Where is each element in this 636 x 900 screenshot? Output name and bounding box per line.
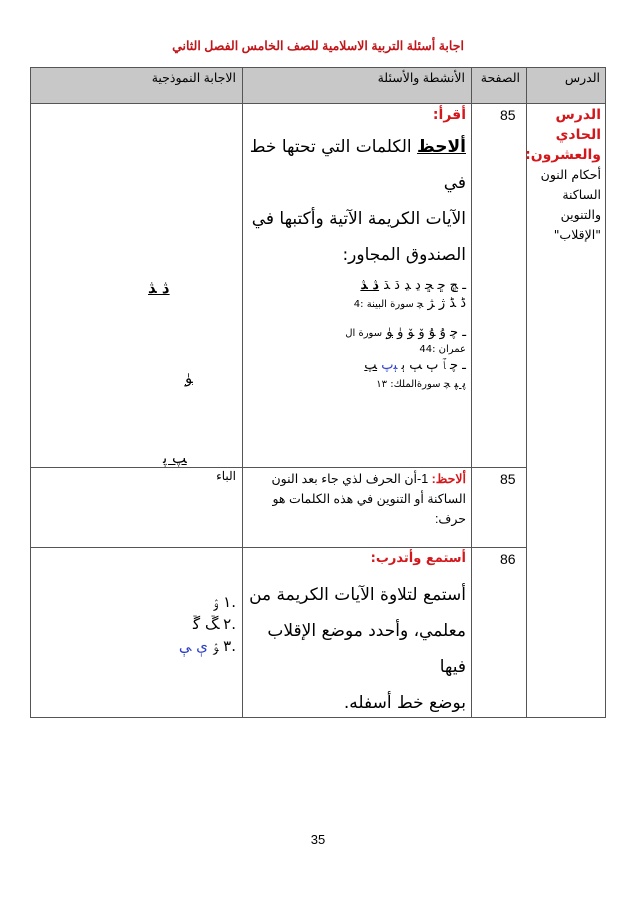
header-lesson: الدرس	[526, 67, 606, 103]
row3-page-number: 86	[500, 551, 516, 567]
lesson-body-1: أحكام النون	[540, 167, 601, 182]
row3-answer-3-num: .٣	[223, 637, 236, 655]
verse-3-underlined: ﭗ	[364, 358, 378, 373]
verse-2-ref2: عمران :44	[419, 344, 466, 355]
row3-heading: أستمع وأتدرب:	[370, 551, 466, 566]
column-divider-answer	[242, 67, 243, 718]
row3-answer-1-num: .١	[223, 593, 236, 611]
row-divider-2	[30, 547, 526, 548]
row1-observe-word: ألاحظ	[417, 137, 466, 157]
row1-activity	[246, 105, 466, 394]
lesson-cell	[525, 105, 601, 245]
row3-answer-2	[130, 613, 236, 635]
row2-line3: حرف:	[434, 512, 466, 526]
lesson-body-3: والتنوين	[560, 207, 601, 222]
row1-line1	[246, 129, 466, 201]
verse-2	[246, 324, 466, 343]
verse-1-cont-glyphs: ﮈ ﮉ ﮊ ﮋ	[427, 296, 466, 311]
answers-table	[30, 67, 606, 718]
verse-1-ref: ﭽ سورة البينة :4	[353, 299, 424, 310]
row2-answer: الباء	[216, 469, 236, 483]
row3-line2: معلمي، وأحدد موضع الإقلاب فيها	[267, 621, 466, 677]
row2-line1-text: 1-أن الحرف لذي جاء بعد النون	[271, 472, 432, 486]
header-page: الصفحة	[471, 67, 526, 103]
row1-line3: الصندوق المجاور:	[342, 245, 466, 265]
header-answer: الاجابة النموذجية	[30, 67, 242, 103]
verse-1-glyphs: ـ ﭿ ﮀ ﮁ ﮂ ﮃ ﮄ ﮅ	[383, 278, 466, 293]
verse-2-ref: سورة ال	[345, 328, 383, 339]
row3-answer-3-blue: ﯤ ﯥ	[178, 637, 208, 655]
lesson-title-1: الدرس	[555, 107, 601, 123]
column-divider-activities	[471, 67, 472, 718]
verse-3-glyphs: ـ ﭼ ﭑ ﭒ ﭓ ﭔ	[401, 358, 466, 373]
row2-activity	[246, 469, 466, 529]
header-divider	[30, 103, 606, 104]
lesson-body-4: "الإقلاب"	[553, 227, 601, 242]
verse-1-cont	[246, 295, 466, 314]
lesson-title-3: والعشرون:	[525, 147, 601, 163]
row1-line2: الآيات الكريمة الآتية وأكتبها في	[251, 209, 466, 229]
verse-3-cont	[246, 375, 466, 394]
row3-line3: بوضع خط أسفله.	[343, 693, 466, 713]
table-border-left	[30, 67, 31, 718]
row3-answer-2-num: .٢	[223, 615, 236, 633]
row1-answer-2: ﯜ	[185, 369, 193, 387]
row1-page-number: 85	[500, 107, 516, 123]
row2-page-number: 85	[500, 471, 516, 487]
row2-line2: الساكنة أو التنوين في هذه الكلمات هو	[272, 492, 466, 506]
verse-1-underlined: ﮆ ﮇ	[360, 278, 380, 293]
row3-answer-3-text: ﯣ	[212, 637, 219, 655]
row3-answer-3	[130, 635, 236, 657]
row2-line1	[246, 469, 466, 489]
verse-3-blue: ﭕﭖ	[381, 358, 398, 373]
lesson-body-2: الساكنة	[562, 187, 601, 202]
row3-activity	[246, 549, 466, 721]
row3-answer-2-text: ﮛ ﮜ	[193, 615, 219, 633]
verse-3-ref: ﭽ سورةالملك: ١٣	[376, 379, 451, 390]
row3-answer-1-text: ﯢ	[212, 593, 219, 611]
row1-answer-3: ﭗ ﭘ	[163, 449, 187, 467]
header-activities: الأنشطة والأسئلة	[242, 67, 471, 103]
page-number: 35	[310, 832, 326, 847]
row2-heading: ألاحظ:	[431, 472, 466, 486]
row3-line1: أستمع لتلاوة الآيات الكريمة من	[249, 585, 466, 605]
row3-answer-1	[130, 591, 236, 613]
row1-answer-1: ﮆ ﮇ	[148, 279, 170, 297]
lesson-title-2: الحادي	[555, 127, 601, 143]
verse-2-underlined: ﯜ	[386, 325, 393, 340]
row1-heading: أقرأ:	[432, 107, 466, 123]
row-divider-1	[30, 467, 526, 468]
verse-1	[246, 277, 466, 295]
table-border-right	[605, 67, 606, 718]
verse-3	[246, 357, 466, 375]
verse-3-cont-glyphs: ﭘ ﭙ	[454, 376, 466, 391]
document-title: اجابة أسئلة التربية الاسلامية للصف الخامس الفصل الثاني	[172, 39, 464, 53]
row1-line1-text: الكلمات التي تحتها خط في	[249, 137, 466, 193]
row3-answers	[130, 591, 236, 657]
verse-2-glyphs: ـ ﭼ ﯗ ﯘ ﯙ ﯚ ﯛ	[397, 325, 466, 340]
table-border-top	[30, 67, 606, 68]
